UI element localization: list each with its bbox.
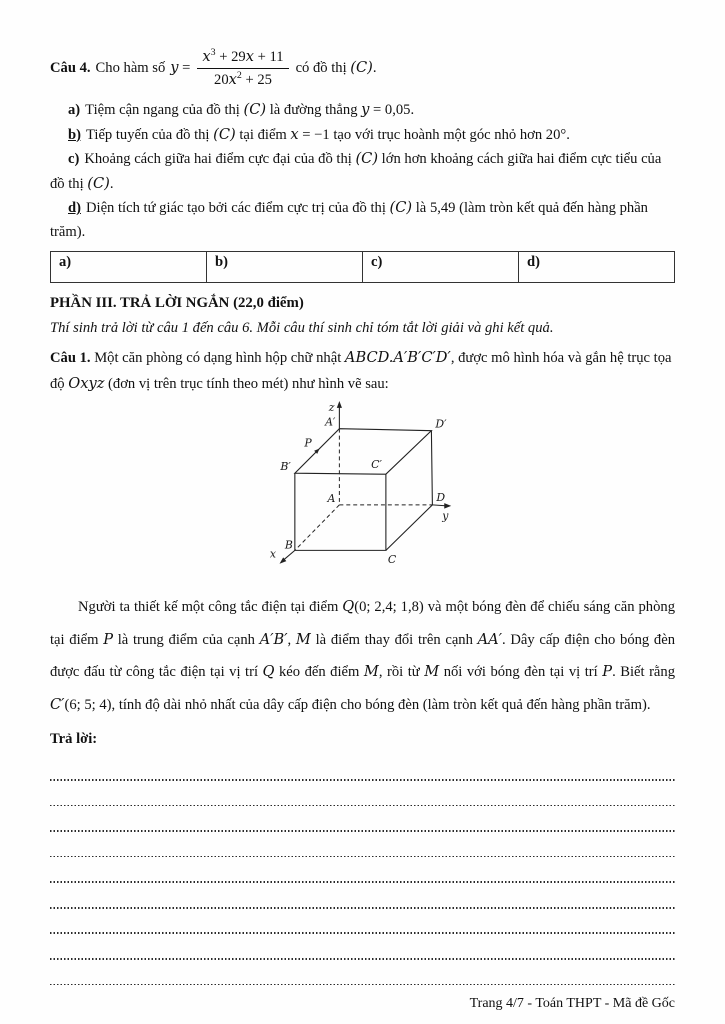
page-footer: Trang 4/7 - Toán THPT - Mã đề Gốc — [469, 996, 675, 1012]
question1-intro — [50, 345, 675, 397]
equation-lhs: y = — [170, 59, 191, 76]
label-b: B — [284, 538, 293, 552]
question1-body: Người ta thiết kế một công tắc điện tại điểm Q(0; 2,4; 1,8) và một bóng đèn để chiếu sáng căn phòng tại điểm P là trung điểm của cạnh A′B′, M là điểm thay đổi trên cạnh AA′. Dây cấp điện cho bóng đèn được đấu từ công tắc điện tại vị trí Q kéo đến điểm M, rồi từ M nối với bóng đèn tại vị trí P. Biết rằng C′(6; 5; 4), tính độ dài nhỏ nhất của dây cấp điện cho bóng đèn (làm tròn kết quả đến hàng phần trăm). — [50, 598, 676, 713]
label-x: x — [269, 547, 277, 561]
answer-line[interactable] — [50, 963, 675, 989]
box-hidden-edges — [295, 429, 433, 551]
figure-labels — [270, 401, 449, 566]
answer-line[interactable] — [50, 809, 675, 835]
part3-heading: PHẦN III. TRẢ LỜI NGẮN (22,0 điểm) — [50, 295, 304, 311]
statement-c-text: Khoảng cách giữa hai điểm cực đại của đồ thị (C) lớn hơn khoảng cách giữa hai điểm cực tiểu của đồ thị (C). — [50, 150, 662, 192]
box-figure-svg — [250, 399, 500, 587]
answer-line[interactable] — [50, 912, 675, 938]
label-a-prime: A′ — [325, 415, 336, 429]
answer-cell-d[interactable]: d) — [519, 252, 675, 283]
label-d: D — [436, 490, 446, 504]
question4-label: Câu 4. — [50, 59, 91, 76]
statement-d-text: Diện tích tứ giác tạo bởi các điểm cực trị của đồ thị (C) là 5,49 (làm tròn kết quả đến hàng phần trăm). — [50, 199, 648, 240]
answer-line[interactable] — [50, 784, 675, 810]
answer-cell-b[interactable]: b) — [207, 252, 363, 283]
label-y: y — [442, 509, 449, 523]
statement-c — [50, 147, 675, 196]
box-figure — [250, 399, 500, 587]
answer-table-row — [51, 252, 675, 283]
label-a: A — [327, 491, 336, 505]
answer-line[interactable] — [50, 860, 675, 886]
answer-lines — [50, 758, 675, 988]
label-p: P — [304, 436, 312, 450]
label-z: z — [328, 400, 335, 414]
fraction-numerator: $x^3 + 29x + 11$ — [197, 47, 288, 68]
statement-b — [50, 123, 675, 148]
question4-outro: có đồ thị (C). — [295, 59, 377, 76]
box-solid-edges — [295, 429, 433, 551]
label-d-prime: D′ — [435, 417, 447, 431]
statement-a-text: Tiệm cận ngang của đồ thị (C) là đường thẳng y = 0,05. — [85, 101, 415, 118]
answer-table — [50, 251, 675, 283]
fraction-denominator: $20x^2 + 25$ — [214, 69, 272, 88]
statement-b-text: Tiếp tuyến của đồ thị (C) tại điểm x = −1 tạo với trục hoành một góc nhỏ hơn 20°. — [85, 125, 570, 143]
answer-line[interactable] — [50, 937, 675, 963]
statement-a — [50, 98, 675, 123]
label-c-prime: C′ — [371, 458, 382, 472]
question4-headline — [50, 42, 675, 94]
answer-line[interactable] — [50, 835, 675, 861]
label-c: C — [387, 553, 397, 567]
statement-d — [50, 196, 675, 244]
z-arrowhead — [337, 401, 342, 408]
question1-label: Câu 1. — [50, 350, 91, 366]
question1-intro-text: Một căn phòng có dạng hình hộp chữ nhật ABCD.A′B′C′D′, được mô hình hóa và gắn hệ trục tọa độ Oxyz (đơn vị trên trục tính theo mét) như hình vẽ sau: — [50, 349, 672, 392]
answer-line[interactable] — [50, 758, 675, 784]
answer-line[interactable] — [50, 886, 675, 912]
label-b-prime: B′ — [280, 460, 291, 474]
fraction — [197, 47, 288, 88]
y-arrowhead — [444, 503, 451, 509]
statement-b-label: b) — [68, 126, 81, 143]
answer-label: Trả lời: — [50, 731, 98, 747]
part3-instruction: Thí sinh trả lời từ câu 1 đến câu 6. Mỗi câu thí sinh chỉ tóm tắt lời giải và ghi kết quả. — [50, 320, 554, 336]
answer-cell-a[interactable]: a) — [51, 252, 207, 283]
answer-cell-c[interactable]: c) — [363, 252, 519, 283]
statement-c-label: c) — [68, 151, 80, 167]
statement-d-label: d) — [68, 200, 81, 216]
statement-a-label: a) — [68, 102, 81, 118]
question4-intro: Cho hàm số — [95, 59, 166, 76]
question4-statements — [50, 98, 675, 244]
